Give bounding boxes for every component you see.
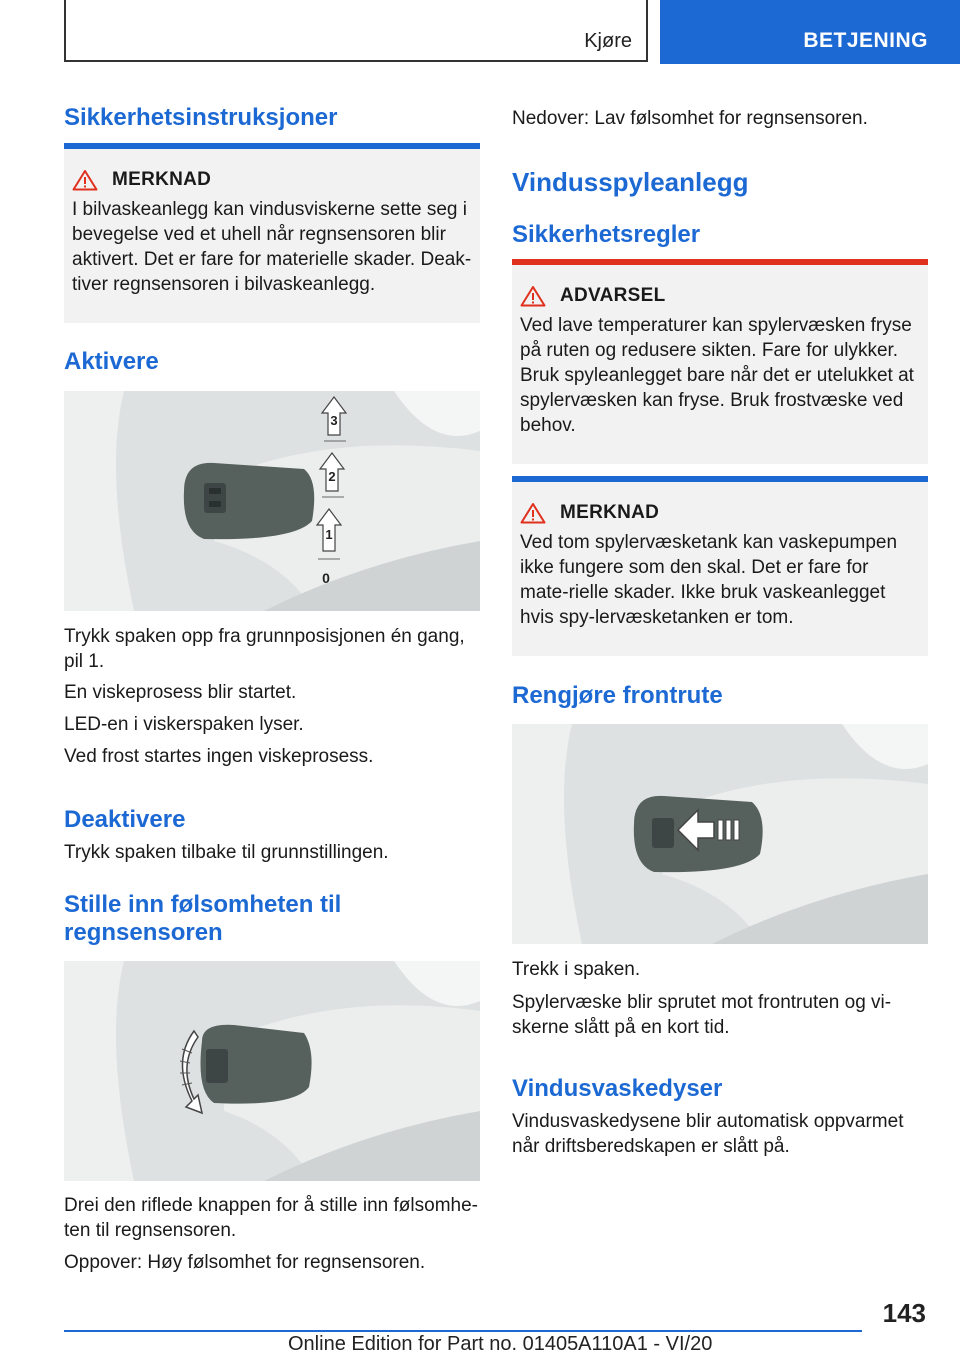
warning-label: ADVARSEL	[560, 285, 666, 306]
activate-para-4: Ved frost startes ingen viskeprosess.	[64, 746, 374, 767]
activate-para-3: LED-en i viskerspaken lyser.	[64, 714, 304, 735]
stalk-illustration	[64, 391, 480, 611]
deactivate-para: Trykk spaken tilbake til grunnstillingen.	[64, 842, 389, 863]
position-label-3: 3	[330, 413, 338, 428]
warning-title	[520, 285, 920, 307]
note-title-right	[520, 502, 920, 524]
clean-para-1: Trekk i spaken.	[512, 959, 641, 980]
sensitivity-heading-line-1: Stille inn følsomheten til	[64, 891, 342, 918]
edition-footer: Online Edition for Part no. 01405A110A1 - VI/20	[288, 1333, 713, 1355]
knob-illustration	[64, 961, 480, 1181]
wiper-stalk-figure-wash	[512, 724, 928, 944]
deactivate-heading: Deaktivere	[64, 806, 186, 833]
warning-triangle-icon	[520, 285, 546, 307]
note-box-right	[512, 476, 928, 656]
washer-system-title: Vindusspyleanlegg	[512, 167, 749, 197]
note-box-left	[64, 143, 480, 323]
warning-triangle-icon	[520, 502, 546, 524]
sensitivity-para-2: Oppover: Høy følsomhet for regnsensoren.	[64, 1252, 426, 1273]
note-text: I bilvaskeanlegg kan vindusviskerne sette seg i bevegelse ved et uhell når regnsensoren blir aktivert. Det er fare for materielle skader. Deak‐tiver regnsensoren i bilvaskeanlegg.	[72, 199, 472, 295]
position-label-0: 0	[322, 570, 330, 586]
header-section-label: BETJENING	[803, 29, 928, 52]
wiper-stalk-figure-sensitivity	[64, 961, 480, 1181]
header-chapter-label: Kjøre	[584, 30, 632, 52]
note-text-right: Ved tom spylervæsketank kan vaskepumpen ikke fungere som den skal. Det er fare for mate‐rielle skader. Ikke bruk vaskeanlegget hvis spy‐lervæsketanken er tom.	[520, 532, 898, 628]
warning-triangle-icon	[72, 169, 98, 191]
footer-divider	[64, 1330, 862, 1332]
activate-para-2: En viskeprosess blir startet.	[64, 682, 297, 703]
nozzles-para: Vindusvaskedysene blir automatisk oppvarmet når driftsberedskapen er slått på.	[512, 1111, 904, 1157]
activate-heading: Aktivere	[64, 348, 159, 375]
page-number: 143	[882, 1298, 926, 1328]
sensitivity-para-1: Drei den riflede knappen for å stille inn følsomhe‐ten til regnsensoren.	[64, 1195, 478, 1241]
safety-rules-heading: Sikkerhetsregler	[512, 221, 701, 248]
sensitivity-para-3: Nedover: Lav følsomhet for regnsensoren.	[512, 108, 868, 129]
clean-para-2: Spylervæske blir sprutet mot frontruten og vi‐skerne slått på en kort tid.	[512, 992, 892, 1038]
note-label-right: MERKNAD	[560, 502, 660, 523]
note-title	[72, 169, 472, 191]
clean-windshield-heading: Rengjøre frontrute	[512, 682, 723, 709]
wash-illustration	[512, 724, 928, 944]
position-label-1: 1	[325, 527, 333, 542]
header-section-tab	[660, 0, 960, 64]
sensitivity-heading-line-2: regnsensoren	[64, 919, 223, 946]
note-label: MERKNAD	[112, 169, 212, 190]
safety-instructions-title: Sikkerhetsinstruksjoner	[64, 104, 338, 131]
header-left-tab	[64, 0, 648, 62]
sensitivity-heading	[64, 891, 480, 947]
position-label-2: 2	[328, 469, 336, 484]
warning-box	[512, 259, 928, 464]
warning-text: Ved lave temperaturer kan spylervæsken fryse på ruten og redusere sikten. Fare for ulykker. Bruk spyleanlegget bare når det er utelukket at spylervæsken kan fryse. Bruk frostvæske ved behov.	[520, 315, 914, 436]
activate-para-1: Trykk spaken opp fra grunnposisjonen én gang, pil 1.	[64, 626, 465, 672]
wiper-stalk-figure-activate	[64, 391, 480, 611]
nozzles-heading: Vindusvaskedyser	[512, 1075, 723, 1102]
